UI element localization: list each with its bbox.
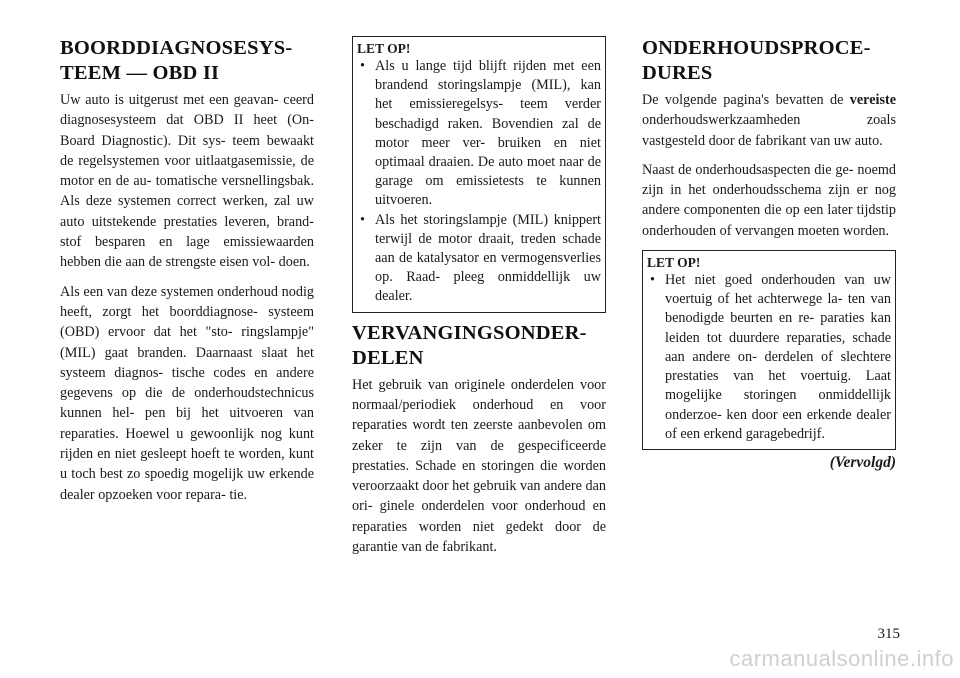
warning-item-text: Het niet goed onderhouden van uw voertuig of het achterwege la- ten van benodigde beurten en re- paraties kan leiden tot duurdere reparaties, schade aan andere on- derdelen of slechtere prestaties van het voertuig. Laat mogelijke storingen onmiddellijk onderzoe- ken door een erkende dealer of een erkend garagebedrijf. [665,272,891,442]
warning-item [647,271,891,444]
warning-item-text: Als u lange tijd blijft rijden met een brandend storingslampje (MIL), kan het emissieregelsys- teem verder beschadigd raken. Bovendien zal de motor meer ver- bruiken en niet optimaal draaien. De auto moet naar de garage om emissietests te kunnen uitvoeren. [375,58,601,209]
bullet-icon: • [650,272,655,289]
continued-label: (Vervolgd) [829,453,896,471]
warning-list [357,57,601,307]
section-heading-maintenance: ONDERHOUDSPROCE- DURES [642,37,871,84]
obd-paragraph-2: Als een van deze systemen onderhoud nodig heeft, zorgt het boorddiagnose- systeem (OBD) ervoor dat het "sto- ringslampje" (MIL) gaat branden. Daarnaast slaat het systeem diagnos- tische codes en andere gegevens op die de onderhoudstechnicus kunnen hel- pen bij het uitvoeren van reparaties. Hoewel u gewoonlijk nog kunt rijden en niet gesleept hoeft te worden, kunt u toch best zo spoedig mogelijk uw erkende dealer opzoeken voor repara- tie. [60,283,314,503]
text-run: De volgende pagina's bevatten de [642,92,850,108]
emphasis-required: vereiste [849,92,896,108]
column-1 [60,36,314,514]
bullet-icon: • [360,211,365,228]
bullet-icon: • [360,58,365,74]
maintenance-paragraph-1 [642,90,896,151]
warning-title: LET OP! [647,255,701,271]
warning-item-text: Als het storingslampje (MIL) knippert terwijl de motor draait, treden schade aan de katalysator en vermogensverlies op. Raad- pleeg onmiddellijk uw dealer. [375,211,601,305]
obd-paragraph-1: Uw auto is uitgerust met een geavan- ceerd diagnosesysteem dat OBD II heet (On-Board Diagnostic). Dit sys- teem bewaakt de regelsystemen voor uitlaatgasemissie, de motor en de au- tomatische versnellingsbak. Als deze systemen correct werken, zal uw auto uitstekende prestaties leveren, brand- stof besparen en lage emissiewaarden hebben die aan de strengste eisen vol- doen. [60,92,314,271]
column-3 [642,36,896,472]
section-heading-obd: BOORDDIAGNOSESYS- TEEM — OBD II [60,37,293,84]
warning-title: LET OP! [357,41,411,56]
replacement-parts-paragraph: Het gebruik van originele onderdelen voor normaal/periodiek onderhoud en voor reparaties wordt ten zeerste aanbevolen om zeker te zijn van de gespecificeerde prestaties. Schade en storingen die worden veroorzaakt door het gebruik van andere dan ori- ginele onderdelen voor onderhoud en reparaties worden niet gedekt door de garantie van de fabrikant. [352,376,606,556]
page-number: 315 [877,626,900,642]
section-heading-replacement-parts: VERVANGINGSONDER- DELEN [352,321,587,369]
warning-item [357,211,601,307]
watermark-link[interactable]: carmanualsonline.info [729,646,954,671]
column-2 [352,36,606,566]
warning-box-maintenance [642,250,896,450]
text-run: onderhoudswerkzaamheden zoals vastgesteld door de fabrikant van uw auto. [642,112,896,149]
warning-item [357,57,601,211]
warning-list [647,271,891,444]
maintenance-paragraph-2: Naast de onderhoudsaspecten die ge- noemd zijn in het onderhoudsschema zijn er nog andere componenten die op een later tijdstip onderhouden of vervangen moeten worden. [642,161,896,239]
warning-box-mil [352,36,606,313]
